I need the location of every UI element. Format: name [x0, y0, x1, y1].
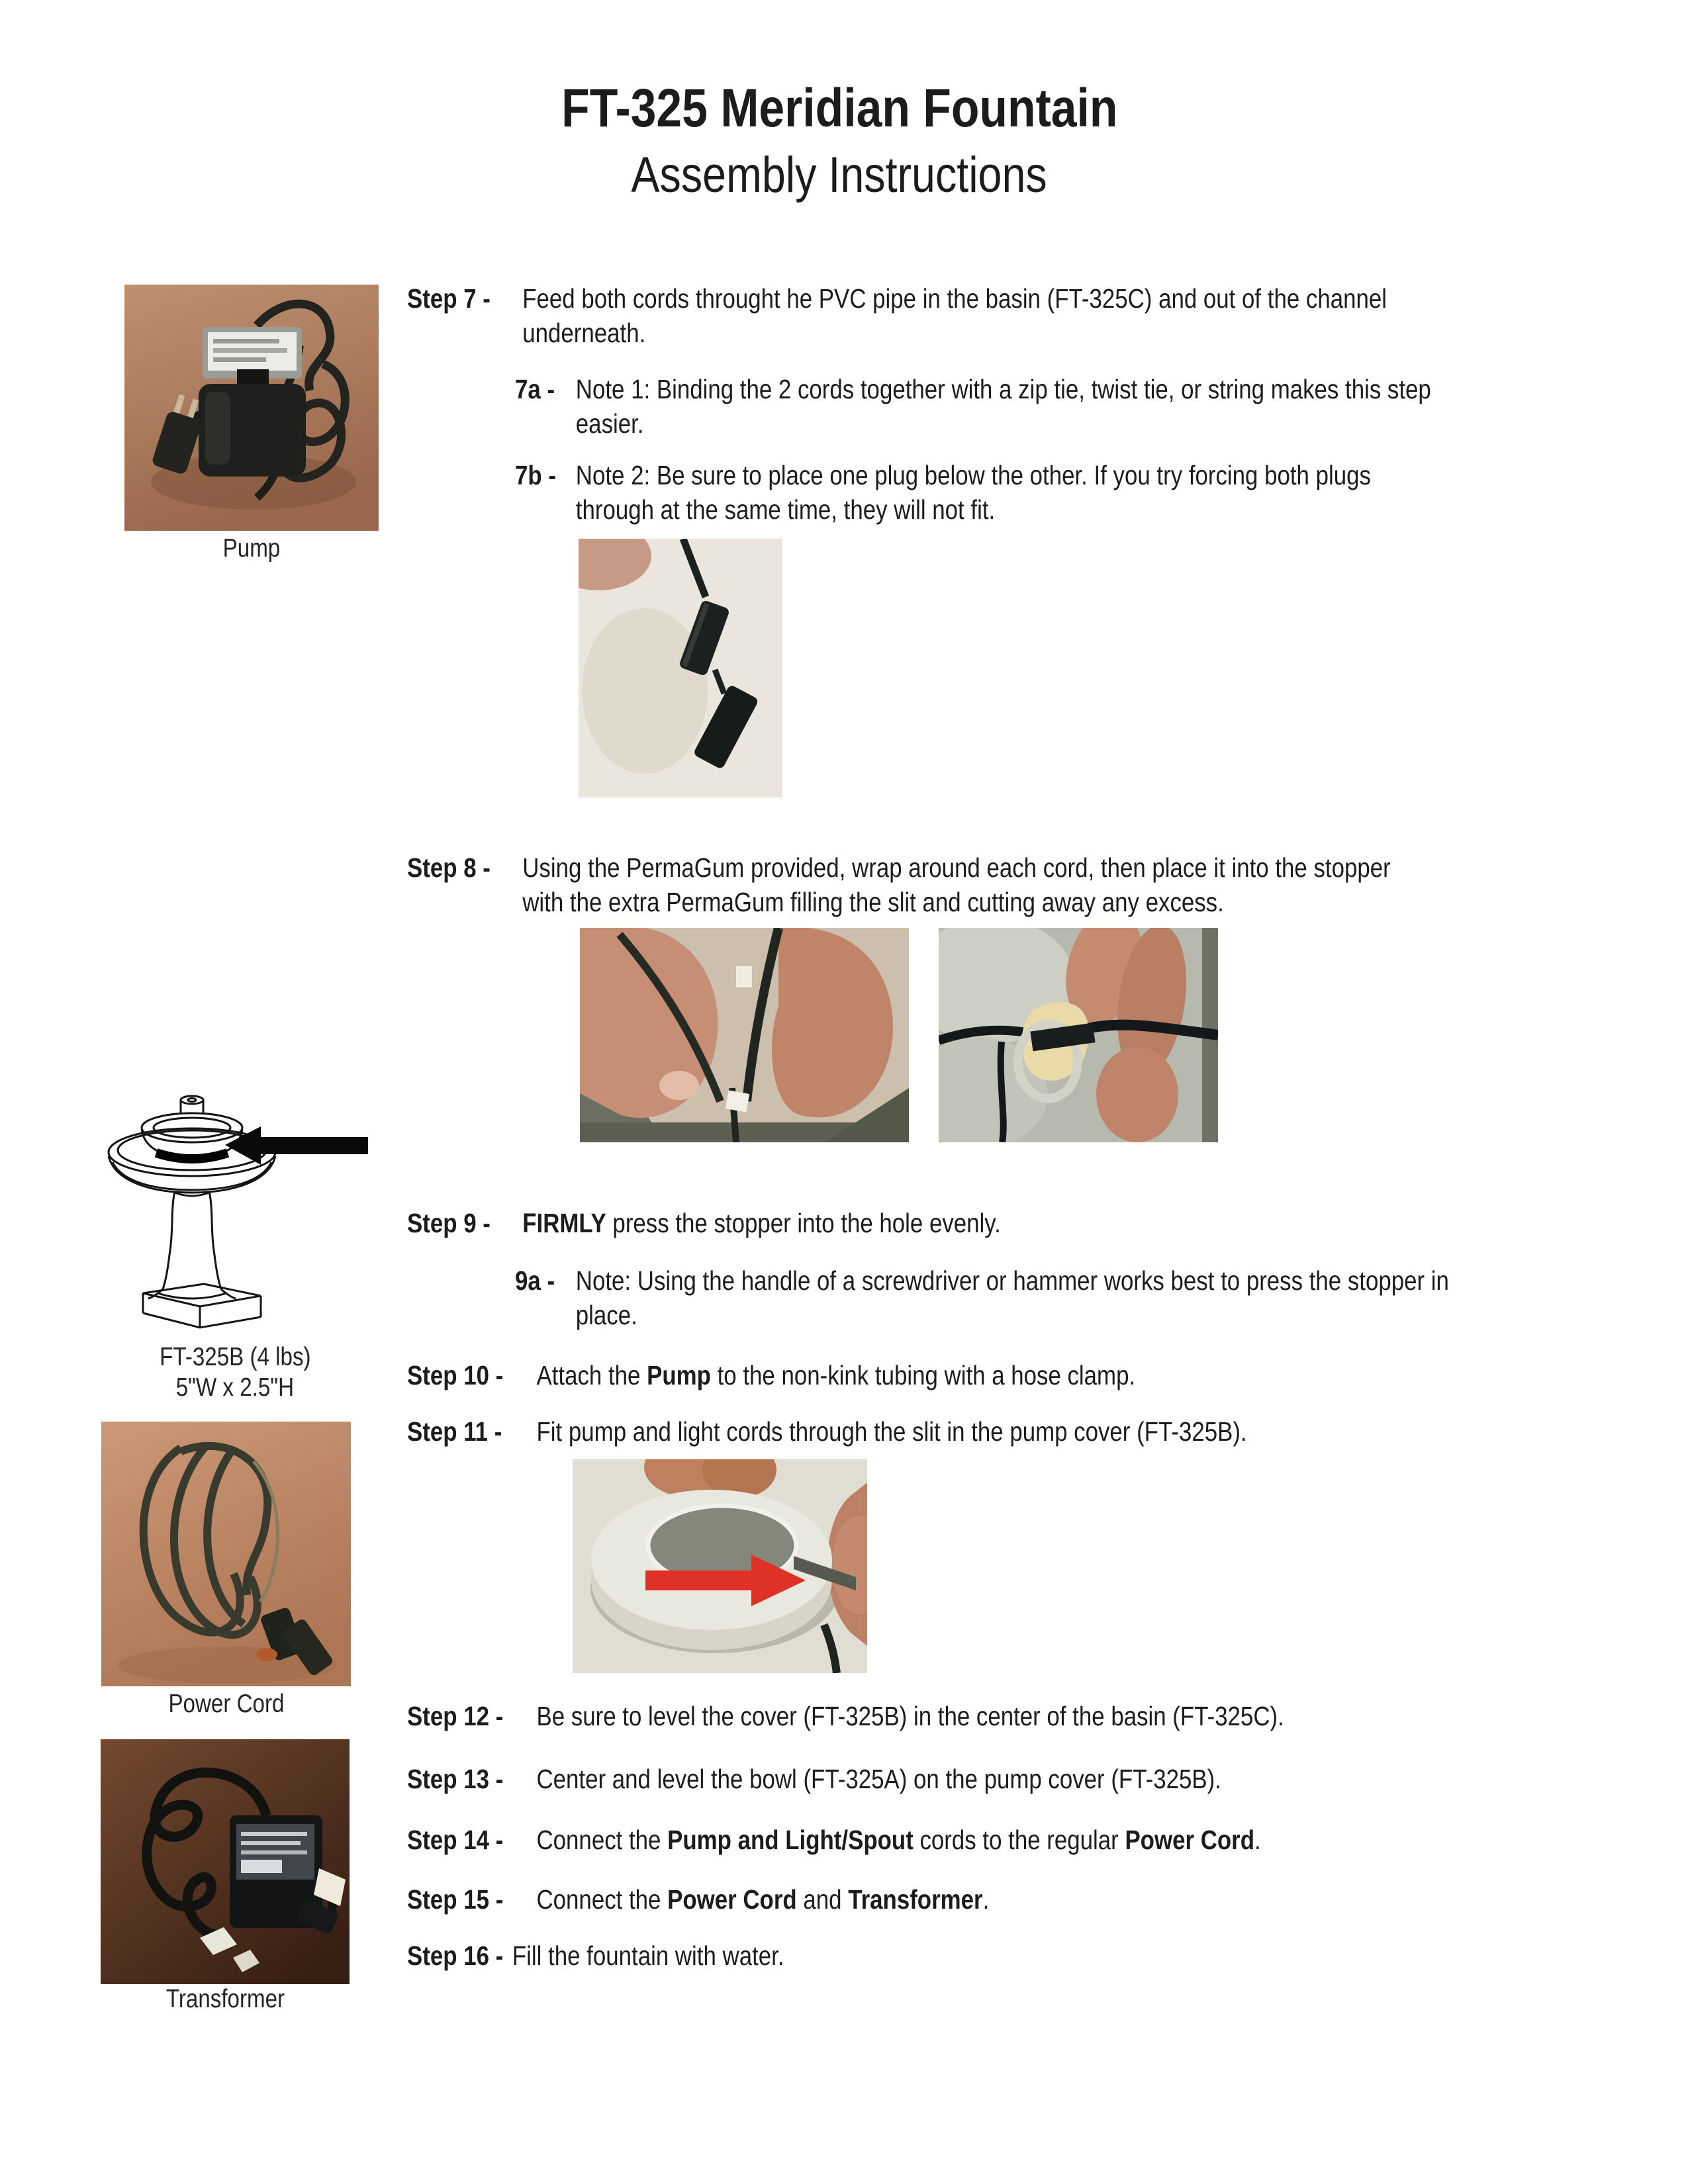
step-16-label: Step 16 -: [407, 1940, 504, 1971]
step-13-body: Center and level the bowl (FT-325A) on the pump cover (FT-325B).: [536, 1764, 1221, 1794]
page-title: FT-325 Meridian Fountain: [561, 78, 1118, 138]
plugs-photo: [579, 539, 782, 797]
step-9: [407, 1206, 1001, 1240]
step-12: [407, 1699, 1284, 1733]
step-7b: [515, 458, 1371, 527]
pump-cover-slit-photo: [573, 1459, 867, 1673]
transformer-caption: Transformer: [165, 1985, 285, 2013]
step-13: [407, 1762, 1221, 1796]
power-cord-caption: Power Cord: [167, 1690, 285, 1718]
step-7a: [515, 372, 1431, 441]
step-7-body: Feed both cords throught he PVC pipe in the basin (FT-325C) and out of the channel underneath.: [522, 283, 1387, 348]
step-9-label: Step 9 -: [407, 1208, 491, 1238]
permagum-wrap-photo: [580, 928, 909, 1142]
step-7b-body: Note 2: Be sure to place one plug below the other. If you try forcing both plugs through at the same time, they will not fit.: [575, 460, 1371, 525]
callout-arrow-icon: [225, 1126, 368, 1165]
fountain-caption-line2: 5"W x 2.5"H: [175, 1373, 295, 1402]
step-14-body: Connect the Pump and Light/Spout cords to the regular Power Cord.: [536, 1825, 1261, 1855]
step-9a: [515, 1263, 1449, 1332]
pump-caption: Pump: [222, 534, 281, 563]
fountain-caption-line1: FT-325B (4 lbs): [159, 1343, 311, 1371]
step-9a-label: 9a -: [515, 1265, 555, 1296]
step-7a-body: Note 1: Binding the 2 cords together with a zip tie, twist tie, or string makes this step easier.: [575, 374, 1431, 439]
step-8-label: Step 8 -: [407, 852, 491, 883]
step-8-body: Using the PermaGum provided, wrap around each cord, then place it into the stopper with the extra PermaGum filling the slit and cutting away any excess.: [522, 852, 1391, 917]
step-12-label: Step 12 -: [407, 1701, 504, 1731]
step-16-body: Fill the fountain with water.: [512, 1940, 784, 1971]
step-11-label: Step 11 -: [407, 1416, 502, 1447]
step-8: [407, 850, 1391, 919]
page-title-block: [0, 77, 1679, 205]
step-12-body: Be sure to level the cover (FT-325B) in the center of the basin (FT-325C).: [536, 1701, 1284, 1731]
power-cord-photo: [101, 1422, 351, 1686]
step-9-body: FIRMLY press the stopper into the hole evenly.: [522, 1208, 1001, 1238]
step-11-body: Fit pump and light cords through the slit in the pump cover (FT-325B).: [536, 1416, 1247, 1447]
step-7a-label: 7a -: [515, 374, 555, 404]
step-13-label: Step 13 -: [407, 1764, 504, 1794]
step-10-label: Step 10 -: [407, 1360, 504, 1390]
step-7-label: Step 7 -: [407, 283, 491, 314]
fountain-diagram: [106, 1091, 371, 1345]
step-7: [407, 281, 1387, 350]
transformer-photo: [101, 1739, 350, 1984]
permagum-stopper-photo: [939, 928, 1218, 1142]
step-9a-body: Note: Using the handle of a screwdriver or hammer works best to press the stopper in place.: [575, 1265, 1449, 1330]
step-7b-label: 7b -: [515, 460, 556, 490]
step-14: [407, 1823, 1261, 1857]
step-11: [407, 1414, 1247, 1449]
pump-photo: [124, 285, 379, 531]
step-14-label: Step 14 -: [407, 1825, 504, 1855]
step-10: [407, 1358, 1135, 1392]
step-15-label: Step 15 -: [407, 1884, 504, 1915]
step-10-body: Attach the Pump to the non-kink tubing with a hose clamp.: [536, 1360, 1136, 1390]
step-15: [407, 1882, 989, 1917]
step-16: [407, 1938, 784, 1973]
step-15-body: Connect the Power Cord and Transformer.: [536, 1884, 990, 1915]
page-subtitle: Assembly Instructions: [631, 147, 1048, 203]
